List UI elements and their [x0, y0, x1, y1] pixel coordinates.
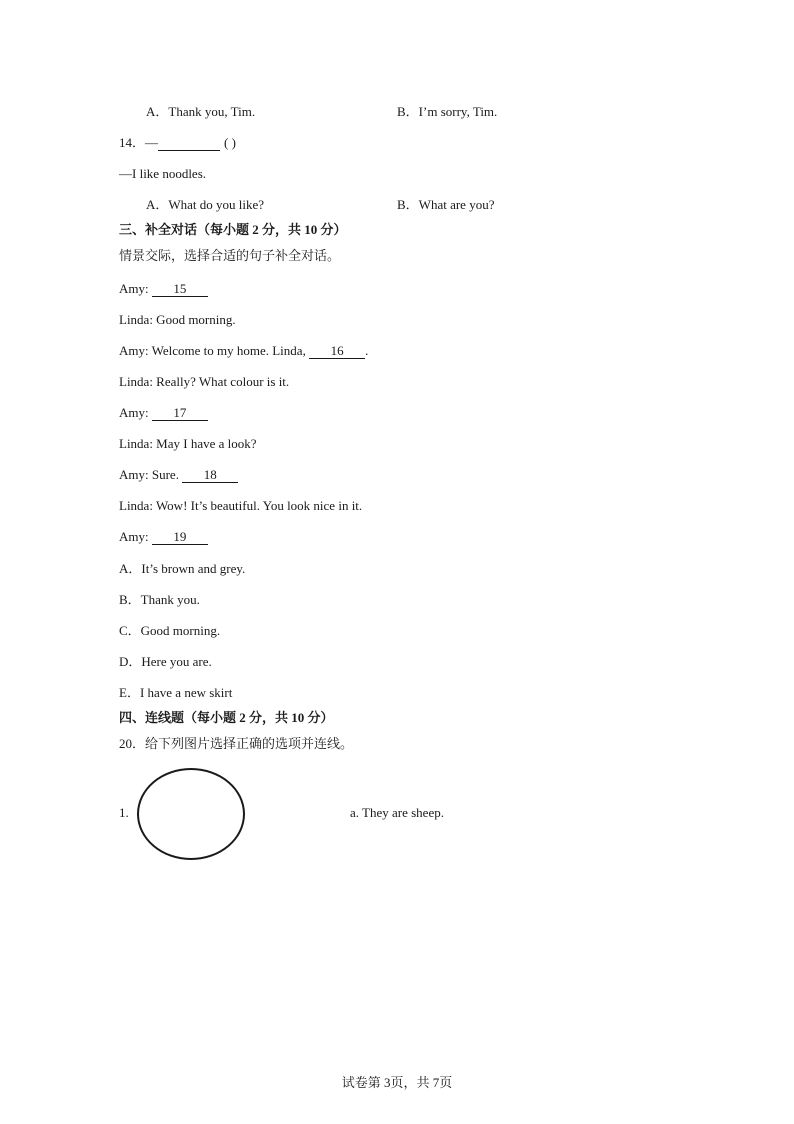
- dialogue-speaker: Amy: Sure.: [119, 467, 183, 482]
- dialogue-line: Linda: May I have a look?: [119, 436, 257, 451]
- dialogue-line-18: [119, 467, 238, 483]
- dialogue-speaker: Amy:: [119, 529, 152, 544]
- section3-option-e: E．I have a new skirt: [119, 685, 233, 700]
- section4-heading: 四、连线题（每小题 2 分，共 10 分）: [119, 710, 334, 725]
- blank-19: 19: [152, 530, 208, 545]
- q14-number: 14．—: [119, 135, 159, 150]
- section3-option-b: B．Thank you.: [119, 592, 200, 607]
- q14-option-b: B．What are you?: [397, 197, 495, 212]
- q13-option-a: A．Thank you, Tim.: [146, 104, 256, 119]
- dialogue-speaker: Amy:: [119, 405, 152, 420]
- section3-instruction: 情景交际，选择合适的句子补全对话。: [119, 248, 341, 263]
- section3-heading: 三、补全对话（每小题 2 分，共 10 分）: [119, 222, 347, 237]
- dialogue-line-16: [119, 343, 368, 359]
- section3-option-a: A．It’s brown and grey.: [119, 561, 246, 576]
- blank-18: 18: [182, 468, 238, 483]
- dialogue-speaker: Amy: Welcome to my home. Linda,: [119, 343, 310, 358]
- section3-option-d: D．Here you are.: [119, 654, 212, 669]
- section3-option-c: C．Good morning.: [119, 623, 221, 638]
- dialogue-line-17: [119, 405, 208, 421]
- q14-stem: [119, 135, 236, 151]
- picture-placeholder-circle: [137, 768, 245, 860]
- q14-paren: ( ): [224, 135, 236, 150]
- q14-blank: [158, 136, 220, 151]
- dialogue-line-15: [119, 281, 208, 297]
- blank-16: 16: [309, 344, 365, 359]
- dialogue-suffix: .: [365, 343, 369, 358]
- match-option-a: a. They are sheep.: [350, 805, 444, 820]
- match-item-1-label: 1.: [119, 805, 129, 820]
- blank-15: 15: [152, 282, 208, 297]
- q20-instruction: 20．给下列图片选择正确的选项并连线。: [119, 736, 354, 751]
- dialogue-line: Linda: Really? What colour is it.: [119, 374, 290, 389]
- dialogue-line: Linda: Good morning.: [119, 312, 236, 327]
- q14-option-a: A．What do you like?: [146, 197, 265, 212]
- page-footer: 试卷第 3页，共 7页: [341, 1075, 453, 1090]
- blank-17: 17: [152, 406, 208, 421]
- dialogue-line-19: [119, 529, 208, 545]
- dialogue-line: Linda: Wow! It’s beautiful. You look nice in it.: [119, 498, 363, 513]
- q13-option-b: B．I’m sorry, Tim.: [397, 104, 498, 119]
- dialogue-speaker: Amy:: [119, 281, 152, 296]
- q14-answer-line: —I like noodles.: [119, 166, 207, 181]
